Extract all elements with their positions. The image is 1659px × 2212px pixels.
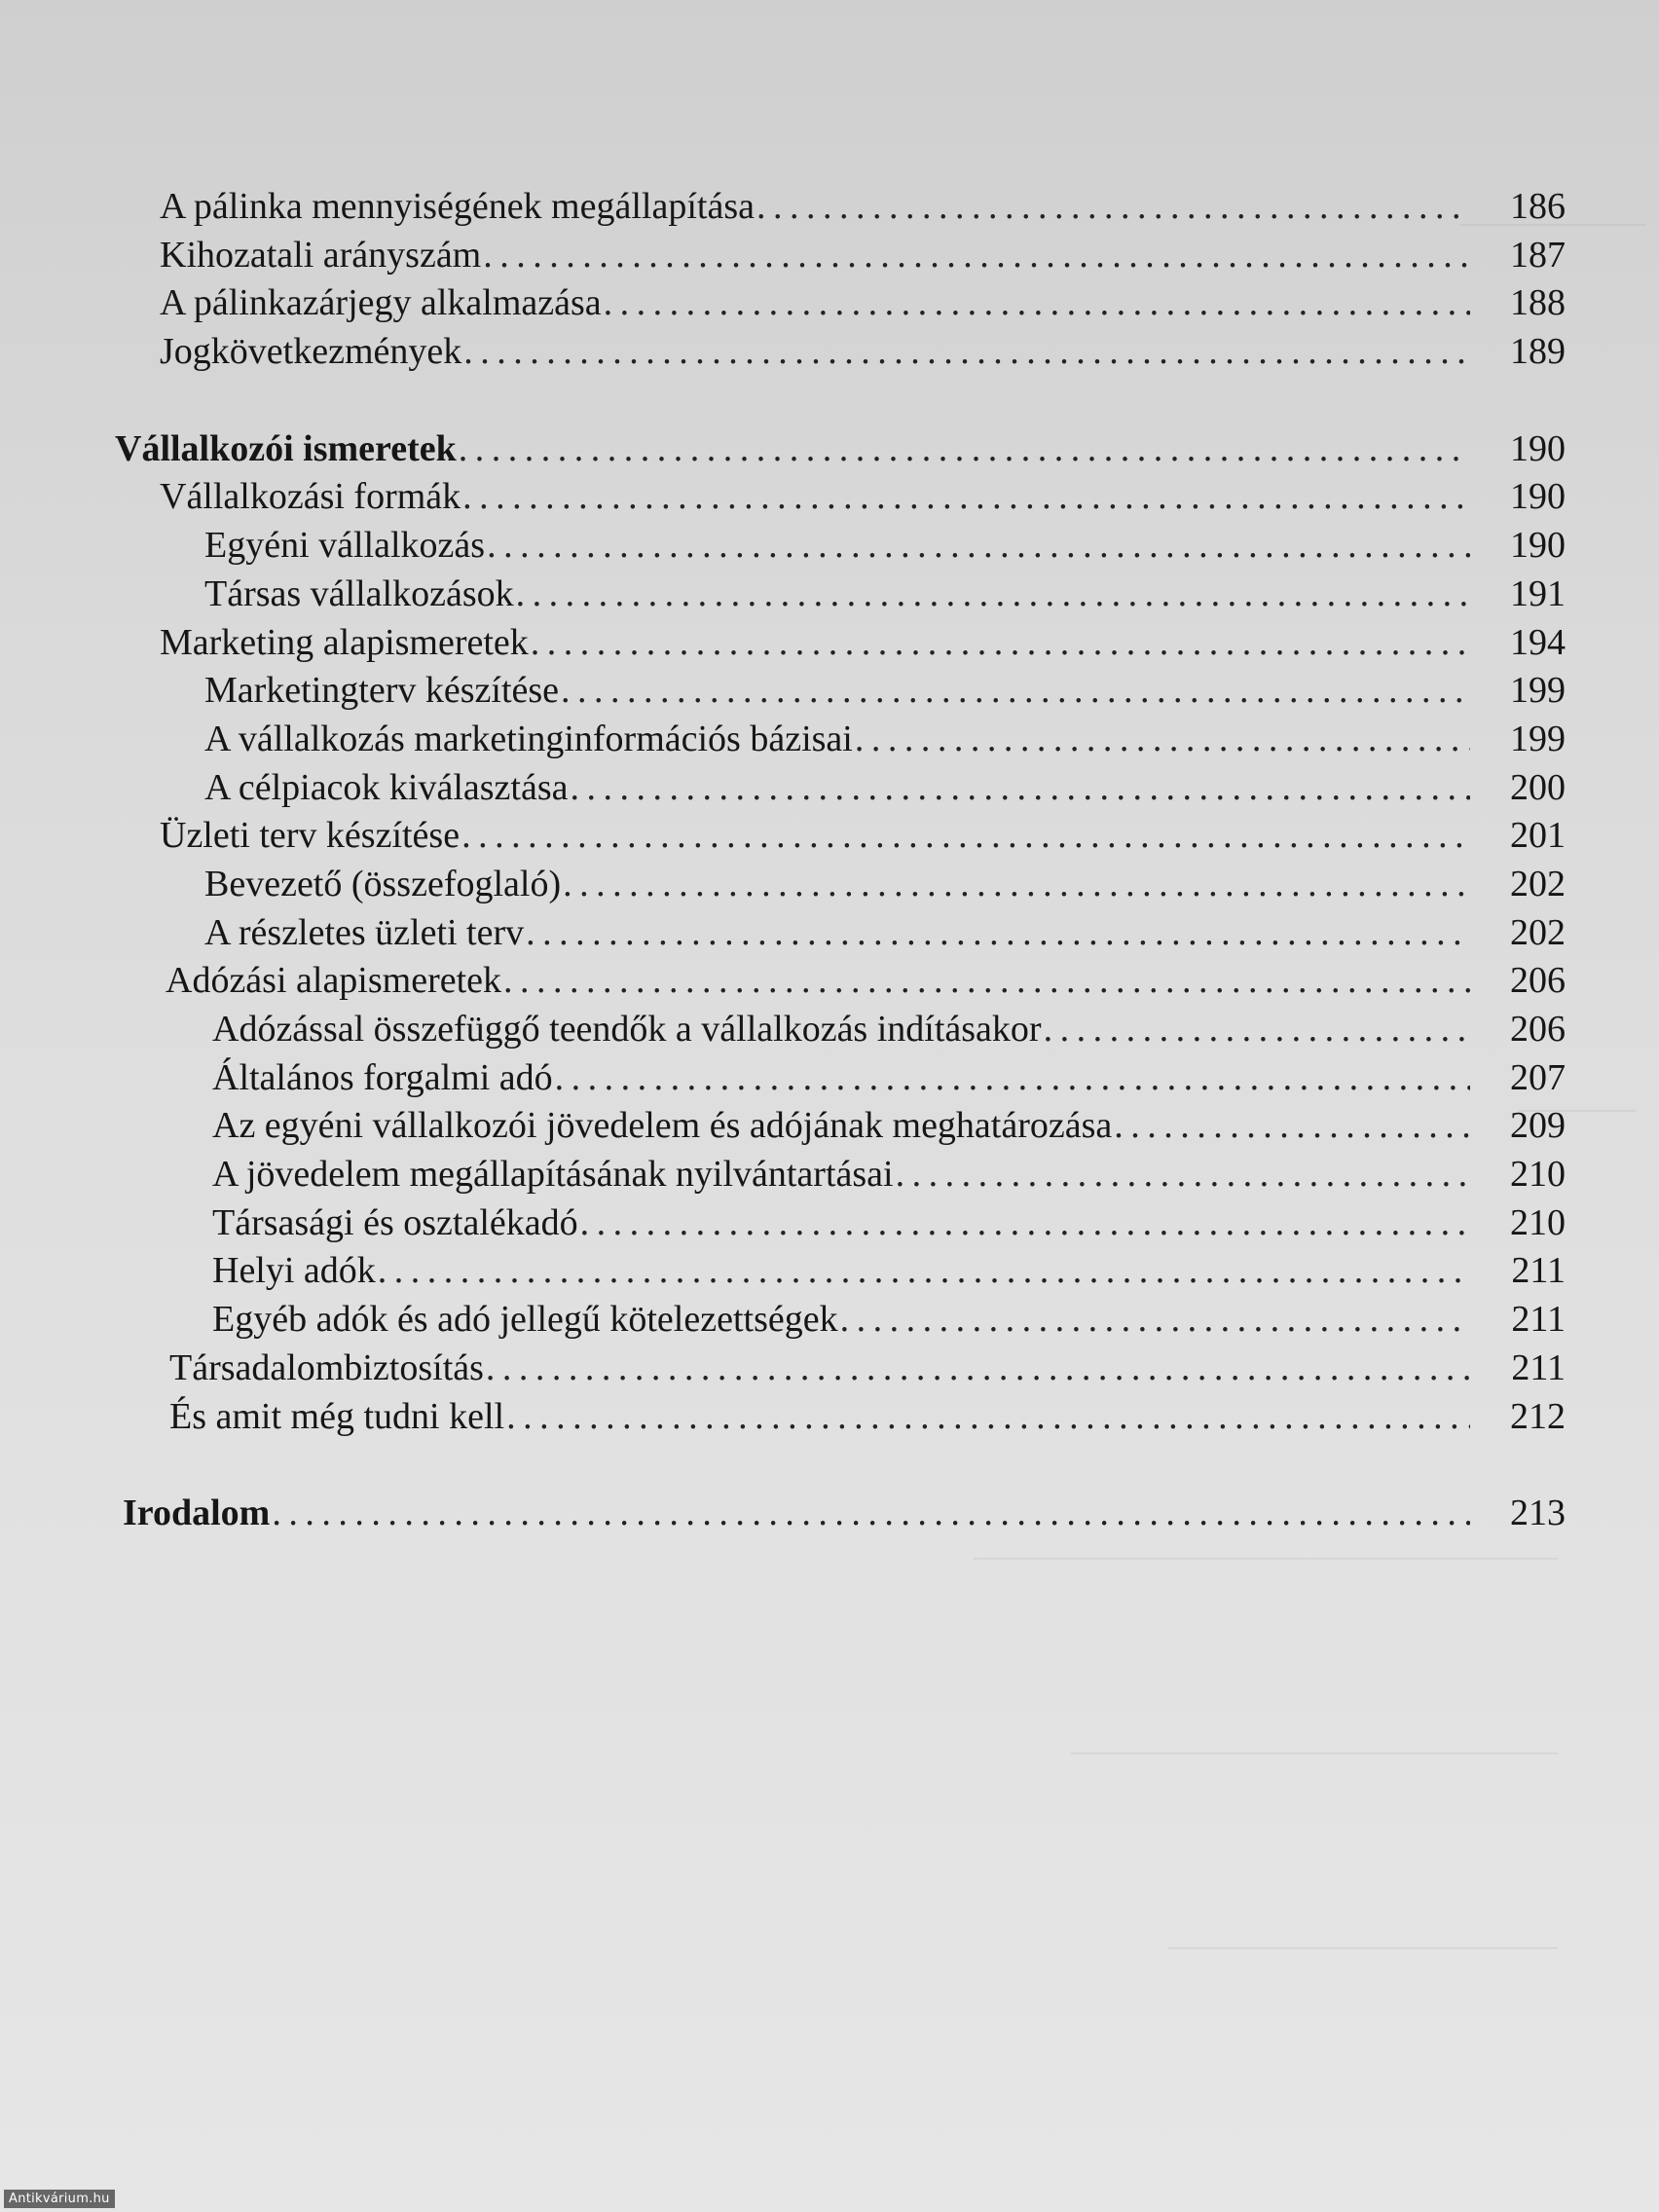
table-of-contents [115,183,1566,1538]
toc-entry [115,716,1566,764]
toc-entry-page: 190 [1510,427,1566,469]
toc-entry-title: A vállalkozás marketinginformációs bázisai [204,718,853,759]
toc-entry-page: 200 [1510,766,1566,808]
dot-leader [559,667,1470,716]
toc-section-heading [115,425,1566,474]
toc-entry-page: 210 [1510,1201,1566,1243]
dot-leader [376,1247,1470,1296]
toc-entry-title: Vállalkozói ismeretek [115,427,457,469]
dot-leader [501,957,1470,1006]
dot-leader [504,1393,1470,1442]
toc-entry-page: 207 [1510,1056,1566,1098]
dot-leader [1042,1006,1470,1054]
dot-leader [457,425,1470,474]
toc-entry [115,764,1566,813]
toc-entry-page: 186 [1510,186,1566,227]
toc-entry-page: 202 [1510,863,1566,904]
dot-leader [524,909,1470,958]
dot-leader [894,1151,1470,1199]
toc-entry-title: Marketing alapismeretek [160,621,529,663]
dot-leader [485,522,1470,571]
toc-entry-title: Társas vállalkozások [204,572,514,614]
toc-entry [115,571,1566,619]
toc-entry [115,667,1566,716]
toc-entry-page: 189 [1510,331,1566,373]
toc-entry-title: Egyéni vállalkozás [204,525,486,567]
toc-entry-title: Irodalom [123,1493,271,1534]
toc-entry [115,1102,1566,1151]
dot-leader [460,812,1470,861]
toc-entry-page: 188 [1510,282,1566,324]
toc-entry-title: Üzleti terv készítése [160,815,461,857]
toc-entry [115,1151,1566,1199]
dot-leader [755,183,1470,232]
toc-entry [115,473,1566,522]
toc-entry-title: A célpiacok kiválasztása [204,766,569,808]
toc-entry-title: Adózási alapismeretek [166,960,502,1002]
toc-entry-page: 209 [1510,1105,1566,1147]
toc-entry [115,619,1566,668]
toc-entry-title: Bevezető (összefoglaló) [204,863,562,904]
toc-entry-page: 211 [1511,1250,1566,1292]
toc-entry-title: A pálinka mennyiségének megállapítása [160,186,755,227]
toc-entry [115,909,1566,958]
toc-entry-title: A pálinkazárjegy alkalmazása [160,282,602,324]
dot-leader [602,279,1470,328]
show-through-line [974,1558,1558,1560]
dot-leader [481,232,1470,280]
watermark-label: Antikvárium.hu [4,2190,115,2208]
dot-leader [461,473,1470,522]
toc-entry-title: Egyéb adók és adó jellegű kötelezettségek [212,1299,838,1341]
dot-leader [270,1490,1470,1538]
toc-entry [115,1199,1566,1248]
toc-entry [115,812,1566,861]
dot-leader [853,716,1470,764]
show-through-line [1168,1947,1558,1949]
dot-leader [1112,1102,1470,1151]
toc-entry [115,1393,1566,1442]
toc-entry-page: 190 [1510,525,1566,567]
toc-entry [115,183,1566,232]
toc-entry-page: 206 [1510,1009,1566,1050]
toc-entry [115,1247,1566,1296]
dot-leader [553,1054,1470,1103]
dot-leader [838,1296,1470,1345]
show-through-line [1071,1752,1558,1754]
section-gap [115,1441,1566,1490]
toc-entry [115,1006,1566,1054]
toc-entry-page: 201 [1510,815,1566,857]
dot-leader [529,619,1470,668]
toc-entry-title: Adózással összefüggő teendők a vállalkozás indításakor [212,1009,1042,1050]
toc-entry-page: 191 [1510,572,1566,614]
toc-entry-title: Társadalombiztosítás [169,1346,484,1388]
toc-section-heading [115,1490,1566,1538]
toc-entry [115,279,1566,328]
toc-entry [115,328,1566,377]
toc-entry-title: Általános forgalmi adó [212,1056,553,1098]
toc-entry [115,522,1566,571]
toc-entry-page: 206 [1510,960,1566,1002]
toc-entry-title: Jogkövetkezmények [160,331,462,373]
toc-entry-page: 194 [1510,621,1566,663]
toc-entry-page: 212 [1510,1395,1566,1437]
toc-entry [115,861,1566,909]
toc-entry [115,1345,1566,1393]
dot-leader [578,1199,1470,1248]
toc-entry-title: Társasági és osztalékadó [212,1201,578,1243]
toc-entry [115,1296,1566,1345]
toc-entry-page: 211 [1511,1299,1566,1341]
dot-leader [561,861,1470,909]
section-gap [115,377,1566,425]
toc-entry [115,232,1566,280]
toc-entry [115,1054,1566,1103]
toc-entry-page: 210 [1510,1154,1566,1196]
toc-entry-page: 187 [1510,234,1566,276]
toc-entry-title: Helyi adók [212,1250,376,1292]
toc-entry-page: 199 [1510,670,1566,712]
toc-entry-title: A jövedelem megállapításának nyilvántartásai [212,1154,894,1196]
dot-leader [461,328,1470,377]
dot-leader [569,764,1470,813]
toc-entry-page: 202 [1510,911,1566,953]
toc-entry-page: 213 [1510,1493,1566,1534]
toc-entry-title: Marketingterv készítése [204,670,560,712]
dot-leader [514,571,1470,619]
toc-entry-page: 211 [1511,1346,1566,1388]
toc-entry-title: Kihozatali arányszám [160,234,482,276]
dot-leader [484,1345,1470,1393]
toc-entry-title: És amit még tudni kell [169,1395,505,1437]
toc-entry-title: Az egyéni vállalkozói jövedelem és adójának meghatározása [212,1105,1113,1147]
toc-entry-page: 199 [1510,718,1566,759]
toc-entry-page: 190 [1510,476,1566,518]
toc-entry-title: Vállalkozási formák [160,476,461,518]
toc-entry-title: A részletes üzleti terv [204,911,525,953]
toc-entry [115,957,1566,1006]
